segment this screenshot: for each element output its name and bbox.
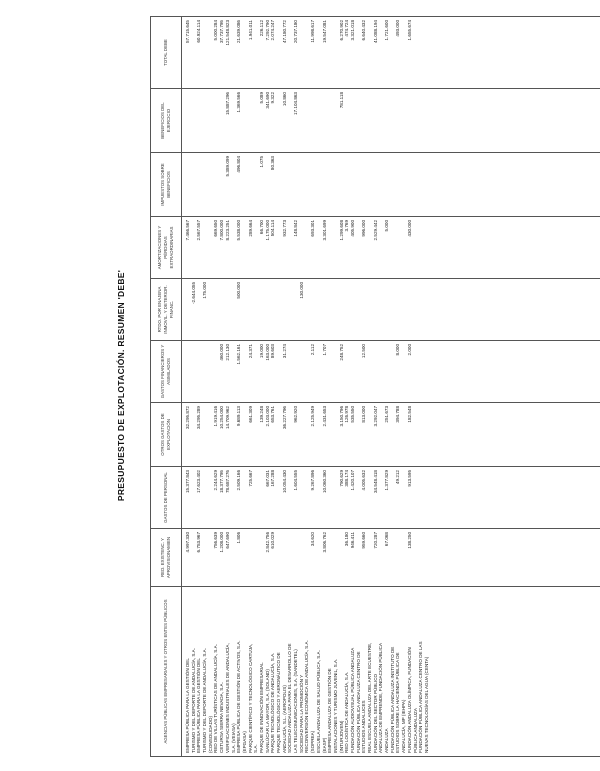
value-line: 15.377.843 bbox=[185, 470, 190, 493]
value-line: 661.309 bbox=[247, 406, 253, 423]
value-line: 32.295.872 bbox=[185, 406, 190, 429]
value-line: 2.125.949 bbox=[310, 406, 316, 427]
entity-name-line: ESTUDIOS SOBRE LA HACIENDA PÚBLICA DE bbox=[395, 652, 401, 753]
entity-name-line: EMPRESA PÚBLICA PARA LA GESTIÓN DEL bbox=[196, 658, 202, 753]
value-line: 67.068 bbox=[384, 532, 390, 547]
value-line: 226.112 bbox=[258, 20, 264, 37]
value-line: 2.842.756 bbox=[264, 532, 270, 553]
value-line: 500.000 bbox=[236, 282, 242, 299]
page-title: PRESUPUESTO DE EXPLOTACIÓN. RESUMEN 'DEBE' bbox=[116, 269, 126, 502]
value-line: 669.650 bbox=[213, 220, 219, 237]
header-taxes: IMPUESTOS SOBRE BENEFICIOS bbox=[151, 153, 182, 217]
taxes-cell bbox=[182, 153, 600, 217]
entity-name-line: EMPRESA PÚBLICA DE GESTIÓN DE ACTIVOS, S.A. bbox=[236, 640, 242, 753]
value-line: 80.363 bbox=[270, 156, 276, 171]
value-line: 17.623.402 bbox=[196, 470, 202, 493]
value-line: 9.322 bbox=[270, 92, 276, 104]
value-line: 31.274 bbox=[281, 344, 287, 359]
value-line bbox=[413, 156, 419, 213]
value-line: 1.208.000 bbox=[219, 532, 225, 553]
value-line: 20.737.180 bbox=[293, 20, 299, 43]
value-line: 1.806 bbox=[236, 532, 242, 544]
value-line: 1.604.555 bbox=[293, 470, 299, 491]
value-line: 8.000 bbox=[395, 344, 401, 356]
value-line: 163.000 bbox=[264, 344, 270, 361]
entity-names-cell bbox=[182, 587, 600, 757]
value-line: 3.321.018 bbox=[349, 20, 355, 41]
budget-table bbox=[150, 16, 600, 757]
value-line: 2.431.653 bbox=[321, 406, 327, 427]
value-line: 34.295.289 bbox=[196, 406, 202, 429]
value-line: 12.500 bbox=[361, 344, 367, 359]
entity-name-line: PARQUE TECNOLÓGICO DE ANDALUCÍA, S.A. bbox=[270, 652, 276, 753]
value-line: 959.660 bbox=[361, 532, 367, 549]
value-line: 1.377.829 bbox=[384, 470, 390, 491]
value-line: 1.941.011 bbox=[247, 20, 253, 41]
value-line bbox=[413, 532, 419, 583]
entity-name-line: RECONVERSIÓN ECONÓMICA DE ANDALUCÍA, S.A. bbox=[304, 640, 310, 753]
profit-cell bbox=[182, 89, 600, 153]
entity-name-line: CETURSA SIERRA NEVADA, S.A. bbox=[219, 682, 225, 753]
value-line: 2.244.629 bbox=[213, 470, 219, 491]
value-line: 3.301.699 bbox=[321, 220, 327, 241]
value-line: 2.567.557 bbox=[196, 220, 202, 241]
value-line: 1.655.674 bbox=[406, 20, 412, 41]
value-line: 5.538.000 bbox=[236, 220, 242, 241]
value-line: 1.075 bbox=[258, 156, 264, 168]
value-line: 496.804 bbox=[236, 156, 242, 173]
other-expenses-cell bbox=[182, 403, 600, 467]
value-line: 2.103.000 bbox=[264, 406, 270, 427]
value-line: 1.562.161 bbox=[236, 344, 242, 365]
value-line: 37.737.795 bbox=[219, 20, 225, 43]
value-line bbox=[413, 92, 419, 149]
value-line bbox=[413, 470, 419, 525]
entity-name-line: SOCIEDAD ANDALUZA PARA EL DESARROLLO DE bbox=[287, 643, 293, 753]
value-line: 182.548 bbox=[406, 406, 412, 423]
value-line bbox=[413, 344, 419, 399]
value-line: 8.223.251 bbox=[224, 220, 230, 241]
value-line: 7.292.790 bbox=[264, 20, 270, 41]
value-line: 647.690 bbox=[224, 532, 230, 549]
value-line: 9.267.896 bbox=[310, 470, 316, 491]
value-line: 36.180 bbox=[344, 532, 350, 547]
value-line: 405.900 bbox=[349, 220, 355, 237]
value-line: 5.000 bbox=[384, 220, 390, 232]
disposal-cell bbox=[182, 279, 600, 341]
value-line: 78.687.276 bbox=[224, 470, 230, 493]
header-personnel: GASTOS DE PERSONAL bbox=[151, 467, 182, 529]
value-line: 18.377.795 bbox=[219, 470, 225, 493]
value-line: 725.667 bbox=[247, 470, 253, 487]
value-line: 49.212 bbox=[395, 470, 401, 485]
entity-name-line: PARQUE DE INNOVACIÓN EMPRESARIAL bbox=[258, 662, 264, 753]
value-line: 5.089 bbox=[258, 92, 264, 104]
header-other-expenses: OTROS GASTOS DE EXPLOTACIÓN bbox=[151, 403, 182, 467]
value-line: 946.411 bbox=[349, 532, 355, 549]
value-line: 15.887.296 bbox=[224, 92, 230, 115]
value-line: 10.054.430 bbox=[281, 470, 287, 493]
value-line: 121.548.823 bbox=[224, 20, 230, 46]
value-line: 36.227.796 bbox=[281, 406, 287, 429]
value-line: 790.629 bbox=[338, 470, 344, 487]
value-line: -2.644.055 bbox=[190, 282, 196, 304]
value-line: 2.509.166 bbox=[236, 470, 242, 491]
value-line: 167.288 bbox=[270, 470, 276, 487]
value-line: 139.248 bbox=[258, 406, 264, 423]
value-line: 653.761 bbox=[270, 406, 276, 423]
value-line: 6.753.967 bbox=[196, 532, 202, 553]
entity-name-line: VERIFICACIONES INDUSTRIALES DE ANDALUCÍA, bbox=[224, 643, 230, 753]
value-line: 1.299.608 bbox=[338, 220, 344, 241]
value-line: 2.529.442 bbox=[372, 220, 378, 241]
value-line: 504.114 bbox=[270, 220, 276, 237]
value-line: 1.707 bbox=[321, 344, 327, 356]
amortization-cell bbox=[182, 217, 600, 279]
value-line: 1.369.566 bbox=[236, 92, 242, 113]
entity-name-line: ANDALUCÍA, MP (IEHPA) bbox=[401, 699, 407, 753]
header-entity: AGENCIAS PÚBLICAS EMPRESARIALES Y OTROS ENTES PÚBLICOS bbox=[151, 587, 182, 757]
total-cell bbox=[182, 17, 600, 89]
value-line: 24.371 bbox=[247, 344, 253, 359]
entity-name-line: ANDALUZA DE EMPRENDE, FUNDACIÓN PÚBLICA bbox=[378, 642, 384, 753]
value-line: 4.997.330 bbox=[185, 532, 190, 553]
value-line: 388.174 bbox=[344, 470, 350, 487]
entity-name-line: FUNDACIÓN PÚBLICA ANDALUZA CENTRO DE bbox=[355, 651, 361, 753]
value-line: 667.031 bbox=[264, 470, 270, 487]
value-line: 1.919.416 bbox=[213, 406, 219, 427]
value-line: 11.998.617 bbox=[310, 20, 316, 43]
entity-name-line: PÚBLICA ANDALUZA bbox=[412, 708, 418, 753]
entity-name-line: FUNDACIÓN PÚBLICA ANDALUZA INSTITUTO DE bbox=[389, 646, 395, 753]
value-line: 394.788 bbox=[395, 406, 401, 423]
value-line bbox=[413, 282, 419, 337]
entity-name-line: INSTALACIONES Y TURISMO JUVENIL, S.A. bbox=[332, 658, 338, 753]
header-financial: GASTOS FINANCIEROS Y ASIMILADOS bbox=[151, 341, 182, 403]
value-line: 6.270.902 bbox=[338, 20, 344, 41]
entity-name-line: ESCUELA ANDALUZA DE SALUD PÚBLICA, S.A. bbox=[315, 650, 321, 753]
entity-name-line: S.A. bbox=[253, 744, 259, 753]
value-line: 9.689.113 bbox=[236, 406, 242, 427]
value-line: 610.029 bbox=[270, 532, 276, 549]
value-line: 34.620 bbox=[310, 532, 316, 547]
value-line: 10.060.360 bbox=[321, 470, 327, 493]
value-line: 996.000 bbox=[361, 220, 367, 237]
value-line: 3.150.796 bbox=[338, 406, 344, 427]
entity-name-line: (INTURJOVEN) bbox=[338, 720, 344, 753]
entity-name-line: TURISMO Y DEL DEPORTE DE ANDALUCÍA, S.A. bbox=[190, 647, 196, 753]
value-line: 138.250 bbox=[406, 532, 412, 549]
value-line: 756.639 bbox=[213, 532, 219, 549]
value-line: 813.000 bbox=[361, 406, 367, 423]
value-line: 493.000 bbox=[395, 20, 401, 37]
entity-name-line: SANLÚCAR LA MAYOR, S.A. (SOLAND) bbox=[264, 669, 270, 753]
entity-name-line: LAS TELECOMUNICACIONES, S.A. (SANDETEL) bbox=[293, 649, 299, 753]
value-line: 913.595 bbox=[406, 470, 412, 487]
value-line: 212.130 bbox=[224, 344, 230, 361]
header-amortization: AMORTIZACIONES Y PÉRDIDAS EXTRAORDINARIAS bbox=[151, 217, 182, 279]
entity-name-line: FUNDACIÓN AUDIOVISUAL PÚBLICA ANDALUZA bbox=[349, 647, 355, 753]
value-line: 3.292.047 bbox=[372, 406, 378, 427]
value-line: 57.715.645 bbox=[185, 20, 190, 43]
value-line: 1.721.600 bbox=[384, 20, 390, 41]
value-line: 2.000 bbox=[406, 344, 412, 356]
value-line: 2.112 bbox=[310, 344, 316, 356]
value-line: 66.700 bbox=[258, 220, 264, 235]
value-line: 10.254.000 bbox=[219, 406, 225, 429]
entity-name-line: ANDALUCÍA, S.L. (AEROPOLIS) bbox=[281, 685, 287, 753]
value-line: 19.547.081 bbox=[321, 20, 327, 43]
value-line: 6.640.432 bbox=[361, 20, 367, 41]
entity-name-line: ESTUDIOS ANDALUCES bbox=[361, 700, 367, 753]
entity-name-line: FUNDACIÓN ANDALUZA OLÍMPICA, FUNDACIÓN bbox=[406, 647, 412, 753]
entity-name-line: REAL ESCUELA ANDALUZA DEL ARTE ECUESTRE, bbox=[367, 642, 372, 753]
value-line: 7.800.000 bbox=[219, 220, 225, 241]
personnel-cell bbox=[182, 467, 600, 529]
value-line: 175.000 bbox=[202, 282, 208, 299]
entity-name-line: ANDALUZA bbox=[384, 728, 390, 753]
header-stock-variation: RED. EXISTENC. Y APROVISIONAMIEN bbox=[151, 529, 182, 587]
entity-name-line: EMPRESA ANDALUZA DE GESTIÓN DE bbox=[327, 668, 333, 753]
value-line: 2.074.247 bbox=[270, 20, 276, 41]
value-line: 341.690 bbox=[264, 92, 270, 109]
entity-name-line: TURISMO Y DEL DEPORTE DE ANDALUCÍA, S.A. bbox=[202, 647, 208, 753]
value-line: 474.724 bbox=[344, 20, 350, 37]
financial-cell bbox=[182, 341, 600, 403]
header-total: TOTAL DEBE bbox=[151, 17, 182, 89]
value-line: 4.005.632 bbox=[361, 470, 367, 491]
value-line: 10.860 bbox=[281, 92, 287, 107]
value-line bbox=[413, 406, 419, 463]
value-line: 251.673 bbox=[384, 406, 390, 423]
value-line: 781.118 bbox=[338, 92, 344, 109]
entity-name-line: EMPRESA PÚBLICA PARA LA GESTIÓN DEL bbox=[185, 658, 190, 753]
value-line: 89.603 bbox=[270, 344, 276, 359]
value-line: 60.924.114 bbox=[196, 20, 202, 43]
value-line: 1.175.000 bbox=[264, 220, 270, 241]
value-line: 430.000 bbox=[406, 220, 412, 237]
value-line: 1.420.107 bbox=[349, 470, 355, 491]
entity-name-line: PARQUE TECNOLÓGICO Y AERONÁUTICO DE bbox=[276, 652, 281, 753]
entity-name-line: (EPGASA) bbox=[241, 731, 247, 753]
value-line: 47.180.772 bbox=[281, 20, 287, 43]
entity-name-line: FUNDACIÓN PÚBLICA ANDALUZA CENTRO DE LAS bbox=[418, 641, 424, 753]
value-line: 460.000 bbox=[219, 344, 225, 361]
entity-name-line: (EASP) bbox=[321, 737, 327, 753]
value-line: 7.466.567 bbox=[185, 220, 190, 241]
entity-name-line: RED LOGÍSTICA DE ANDALUCÍA, S.A. bbox=[344, 671, 350, 753]
entity-name-line: RED DE VILLAS TURÍSTICAS DE ANDALUCÍA, S.A. bbox=[213, 644, 219, 753]
value-line: 34.548.418 bbox=[372, 470, 378, 493]
entity-name-line: (CONSOLIDADO) bbox=[207, 715, 213, 753]
value-line: 148.842 bbox=[293, 220, 299, 237]
value-line: 3.806.762 bbox=[321, 532, 327, 553]
value-line: 126.978 bbox=[344, 406, 350, 423]
data-row bbox=[182, 17, 600, 757]
value-line: 248.752 bbox=[338, 344, 344, 361]
value-line: 693.301 bbox=[310, 220, 316, 237]
value-line: 19.000 bbox=[258, 344, 264, 359]
value-line: 5.000.284 bbox=[213, 20, 219, 41]
value-line bbox=[413, 20, 419, 85]
entity-name-line: (SOPREA) bbox=[310, 730, 316, 753]
value-line: 289.664 bbox=[247, 220, 253, 237]
value-line: 130.000 bbox=[298, 282, 304, 299]
entity-name-line: FUNDACIÓN DEL SECTOR PÚBLICO bbox=[372, 673, 378, 753]
entity-name-line: S.A. (VEIASA) bbox=[230, 723, 236, 753]
value-line: 17.104.863 bbox=[293, 92, 299, 115]
stock-variation-cell bbox=[182, 529, 600, 587]
value-line: 535.550 bbox=[349, 406, 355, 423]
value-line: 932.773 bbox=[281, 220, 287, 237]
header-disposal: RTDO. POR ENAJENA INMOVIL. Y DETERIOR. FINANC. bbox=[151, 279, 182, 341]
value-line: 21.639.086 bbox=[236, 20, 242, 43]
entity-name-line: PARQUE CIENTÍFICO Y TECNOLÓGICO CARTUJA, bbox=[247, 643, 253, 753]
value-line: 962.920 bbox=[293, 406, 299, 423]
value-line: 720.287 bbox=[372, 532, 378, 549]
value-line: 3.769 bbox=[344, 220, 350, 232]
entity-name-line: SOCIEDAD PARA LA PROMOCIÓN Y bbox=[298, 674, 304, 753]
value-line bbox=[413, 220, 419, 275]
value-line: 41.088.194 bbox=[372, 20, 378, 43]
entity-name-line: NUEVAS TECNOLOGÍAS DEL AGUA (CENTA) bbox=[423, 656, 429, 753]
value-line: 14.709.962 bbox=[224, 406, 230, 429]
header-row bbox=[151, 17, 182, 757]
header-profit: BENEFICIOS DEL EJERCICIO bbox=[151, 89, 182, 153]
value-line: 5.389.099 bbox=[224, 156, 230, 177]
